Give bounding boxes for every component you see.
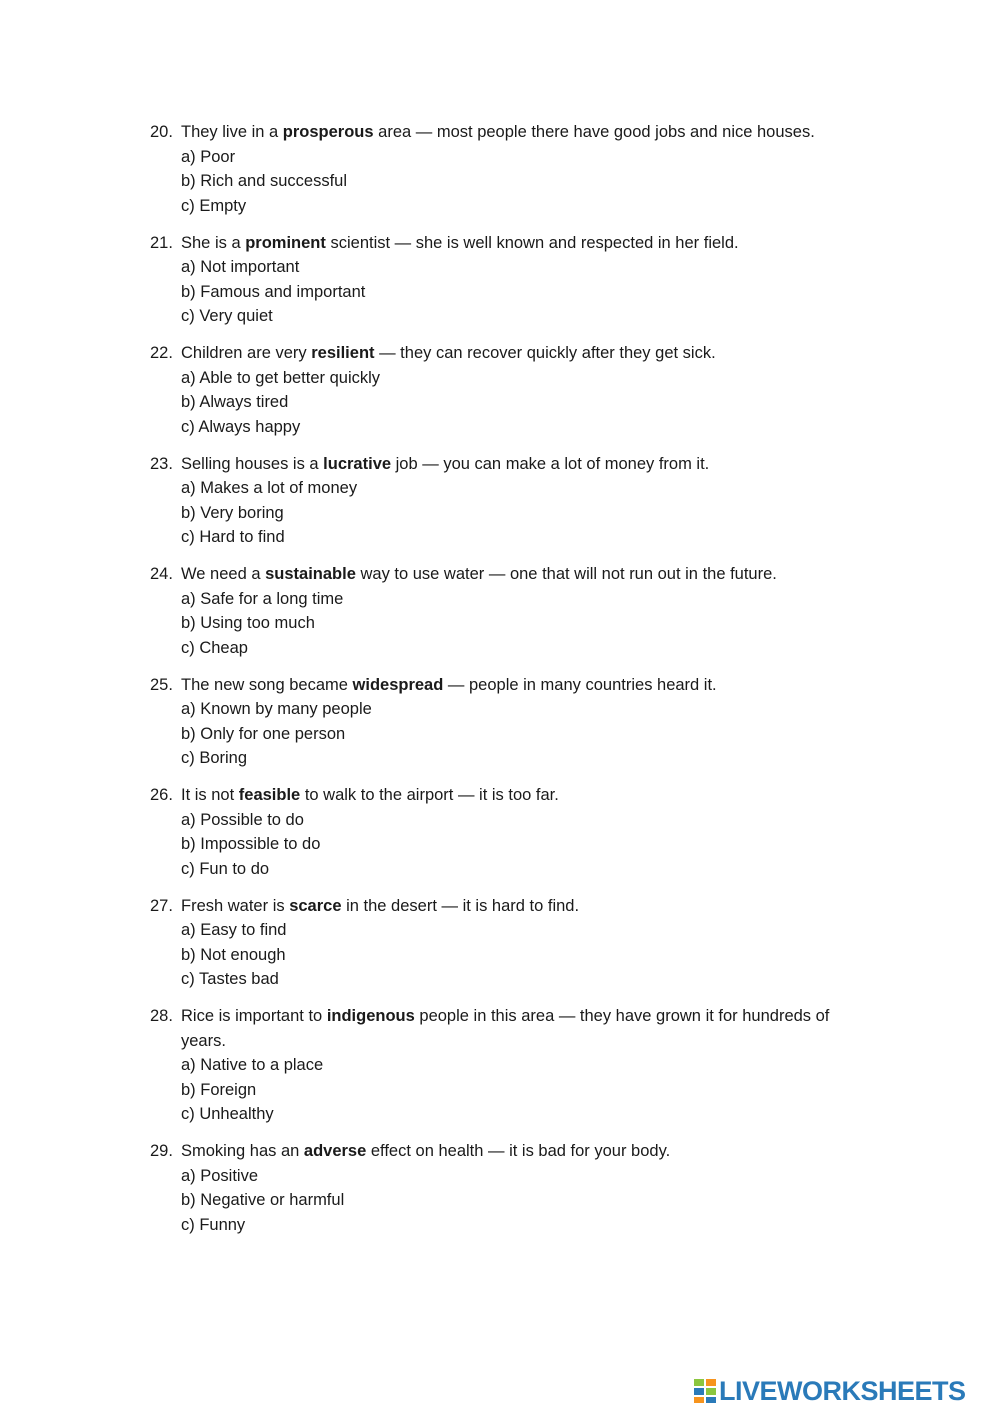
question-text-before: Fresh water is xyxy=(181,896,290,915)
question-number: 25. xyxy=(150,675,173,694)
question-text-before: Selling houses is a xyxy=(181,454,324,473)
question-number: 28. xyxy=(150,1007,173,1025)
question-stem xyxy=(150,231,870,256)
answer-option[interactable]: c) Unhealthy xyxy=(181,1105,274,1123)
answer-option[interactable]: a) Makes a lot of money xyxy=(181,479,358,497)
question-stem xyxy=(150,120,870,145)
answer-option[interactable]: a) Possible to do xyxy=(181,810,304,829)
answer-option[interactable]: c) Cheap xyxy=(181,638,248,657)
answer-option[interactable]: b) Using too much xyxy=(181,614,315,632)
question-text-after: in the desert — it is hard to find. xyxy=(341,896,580,915)
question-text xyxy=(181,783,870,808)
question-text-before: Children are very xyxy=(181,344,312,362)
vocabulary-word: sustainable xyxy=(265,565,356,583)
answer-option[interactable]: c) Always happy xyxy=(181,417,301,436)
vocabulary-word: scarce xyxy=(289,896,342,915)
vocabulary-word: feasible xyxy=(238,786,301,804)
question-number: 20. xyxy=(150,123,173,141)
question-text-before: The new song became xyxy=(181,675,353,694)
answer-options xyxy=(150,366,870,440)
question-22 xyxy=(150,341,870,439)
answer-option[interactable]: c) Hard to find xyxy=(181,528,285,546)
answer-option[interactable]: b) Always tired xyxy=(181,393,289,411)
answer-options xyxy=(150,255,870,329)
question-28 xyxy=(150,1004,870,1127)
answer-option[interactable]: b) Not enough xyxy=(181,945,286,964)
answer-option[interactable]: b) Only for one person xyxy=(181,724,346,743)
answer-options xyxy=(150,476,870,550)
question-text-before: Smoking has an xyxy=(181,1142,304,1160)
question-text xyxy=(181,1004,870,1053)
answer-option[interactable]: b) Negative or harmful xyxy=(181,1191,345,1209)
question-20 xyxy=(150,120,870,218)
answer-option[interactable]: c) Tastes bad xyxy=(181,970,279,988)
question-text-after: way to use water — one that will not run out in the future. xyxy=(355,565,777,583)
question-text-before: We need a xyxy=(181,565,266,583)
question-number: 29. xyxy=(150,1142,173,1160)
question-number: 21. xyxy=(150,233,173,252)
question-text-before: It is not xyxy=(181,786,239,804)
question-text-before: They live in a xyxy=(181,123,283,141)
question-list xyxy=(150,120,870,1237)
question-text xyxy=(181,341,870,366)
answer-option[interactable]: a) Poor xyxy=(181,147,236,166)
answer-option[interactable]: b) Rich and successful xyxy=(181,172,347,190)
question-text xyxy=(181,1139,870,1164)
vocabulary-word: adverse xyxy=(303,1142,367,1160)
answer-option[interactable]: c) Boring xyxy=(181,749,248,767)
question-text-after: — people in many countries heard it. xyxy=(443,675,717,694)
answer-option[interactable]: c) Empty xyxy=(181,196,247,215)
vocabulary-word: prominent xyxy=(245,233,326,252)
answer-options xyxy=(150,918,870,992)
question-text-after: scientist — she is well known and respected in her field. xyxy=(325,233,739,252)
answer-options xyxy=(150,808,870,882)
answer-option[interactable]: a) Known by many people xyxy=(181,700,372,718)
question-26 xyxy=(150,783,870,881)
answer-options xyxy=(150,697,870,771)
question-number: 27. xyxy=(150,896,173,915)
answer-option[interactable]: c) Fun to do xyxy=(181,859,270,878)
question-number: 22. xyxy=(150,344,173,362)
answer-option[interactable]: b) Foreign xyxy=(181,1080,257,1099)
question-text xyxy=(181,894,870,919)
vocabulary-word: indigenous xyxy=(326,1007,415,1025)
answer-options xyxy=(150,145,870,219)
question-stem xyxy=(150,1004,870,1053)
answer-options xyxy=(150,1053,870,1127)
question-stem xyxy=(150,673,870,698)
question-text-after: area — most people there have good jobs and nice houses. xyxy=(373,123,815,141)
question-stem xyxy=(150,894,870,919)
logo-text: LIVEWORKSHEETS xyxy=(719,1375,966,1406)
question-text-after: — they can recover quickly after they get sick. xyxy=(374,344,716,362)
question-23 xyxy=(150,452,870,550)
answer-option[interactable]: a) Able to get better quickly xyxy=(181,368,381,387)
answer-option[interactable]: b) Impossible to do xyxy=(181,835,321,853)
question-text xyxy=(181,673,870,698)
worksheet xyxy=(150,120,870,1250)
answer-option[interactable]: a) Native to a place xyxy=(181,1056,324,1074)
question-stem xyxy=(150,562,870,587)
question-text xyxy=(181,120,870,145)
question-text-before: Rice is important to xyxy=(181,1007,327,1025)
vocabulary-word: lucrative xyxy=(323,454,392,473)
answer-options xyxy=(150,1164,870,1238)
answer-option[interactable]: a) Easy to find xyxy=(181,921,287,939)
question-text xyxy=(181,562,870,587)
question-text xyxy=(181,452,870,477)
question-21 xyxy=(150,231,870,329)
vocabulary-word: resilient xyxy=(311,344,375,362)
question-27 xyxy=(150,894,870,992)
question-text-before: She is a xyxy=(181,233,246,252)
question-number: 23. xyxy=(150,454,173,473)
question-29 xyxy=(150,1139,870,1237)
vocabulary-word: prosperous xyxy=(282,123,374,141)
answer-option[interactable]: c) Very quiet xyxy=(181,307,273,325)
question-text-after: job — you can make a lot of money from it. xyxy=(391,454,710,473)
answer-option[interactable]: c) Funny xyxy=(181,1215,246,1234)
question-number: 26. xyxy=(150,786,173,804)
question-24 xyxy=(150,562,870,660)
answer-option[interactable]: b) Famous and important xyxy=(181,282,366,301)
question-text-after: to walk to the airport — it is too far. xyxy=(300,786,559,804)
answer-options xyxy=(150,587,870,661)
answer-option[interactable]: b) Very boring xyxy=(181,503,284,522)
question-text xyxy=(181,231,870,256)
question-stem xyxy=(150,1139,870,1164)
liveworksheets-logo-icon xyxy=(694,1379,716,1403)
question-25 xyxy=(150,673,870,771)
question-text-after: people in this area — they have grown it for hundreds of years. xyxy=(181,1007,830,1050)
question-stem xyxy=(150,783,870,808)
question-number: 24. xyxy=(150,565,173,583)
question-text-after: effect on health — it is bad for your body. xyxy=(366,1142,671,1160)
vocabulary-word: widespread xyxy=(352,675,444,694)
liveworksheets-logo[interactable] xyxy=(694,1376,966,1406)
answer-option[interactable]: a) Not important xyxy=(181,258,300,276)
answer-option[interactable]: a) Safe for a long time xyxy=(181,589,344,608)
answer-option[interactable]: a) Positive xyxy=(181,1166,259,1185)
question-stem xyxy=(150,452,870,477)
question-stem xyxy=(150,341,870,366)
